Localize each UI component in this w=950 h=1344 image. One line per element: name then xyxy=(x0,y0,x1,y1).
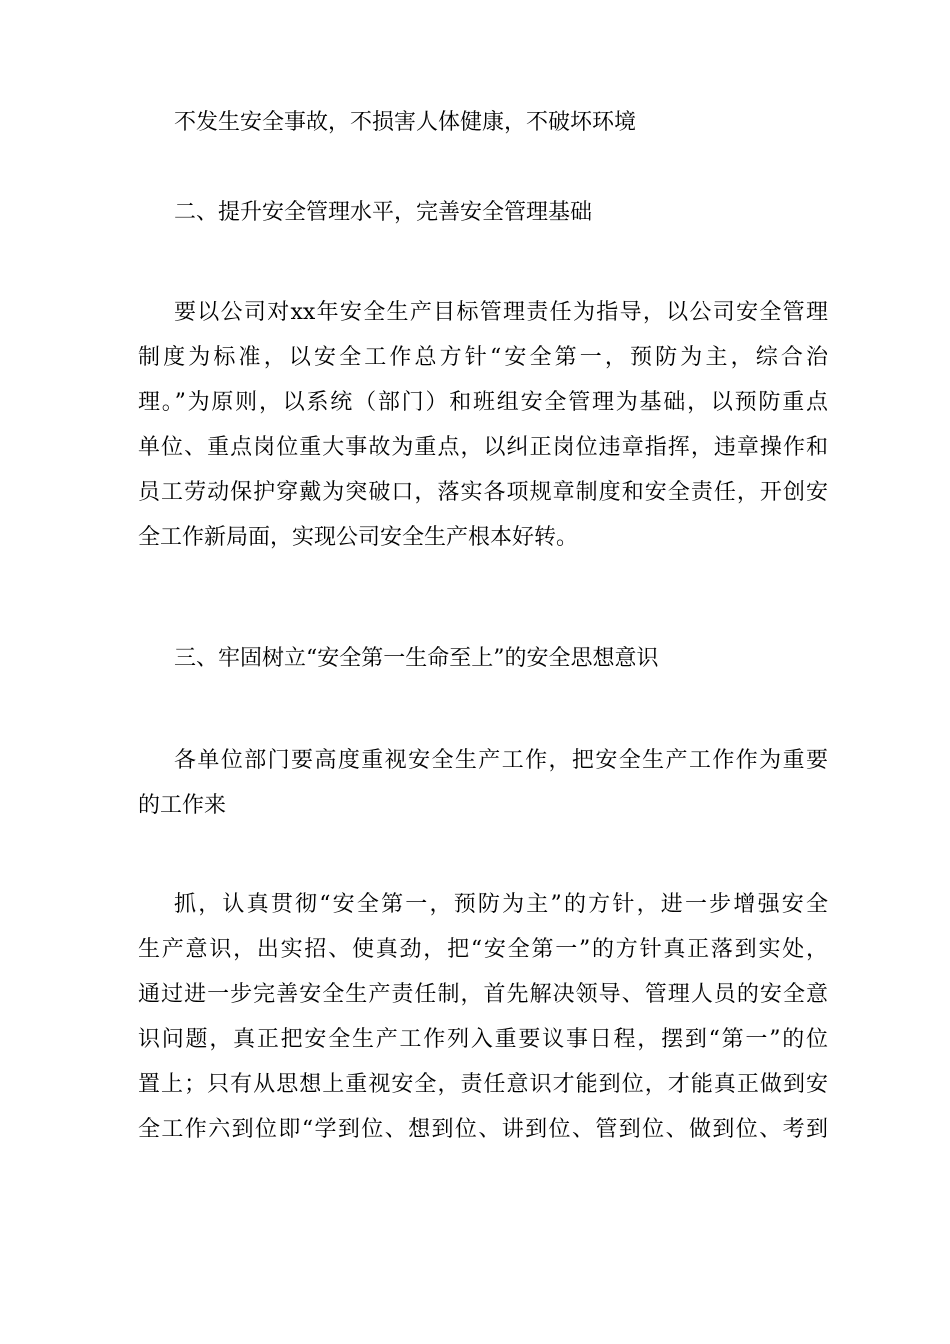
text-line: 置上；只有从思想上重视安全，责任意识才能到位，才能真正做到安 xyxy=(138,1072,828,1097)
text-line: 三、牢固树立“安全第一生命至上”的安全思想意识 xyxy=(174,646,659,671)
text-line: 通过进一步完善安全生产责任制，首先解决领导、管理人员的安全意 xyxy=(138,982,828,1007)
text-line: 理。”为原则，以系统（部门）和班组安全管理为基础，以预防重点 xyxy=(138,390,828,415)
text-line: 单位、重点岗位重大事故为重点，以纠正岗位违章指挥，违章操作和 xyxy=(138,435,828,460)
paragraph-safety-goal xyxy=(138,100,828,145)
text-line: 识问题，真正把安全生产工作列入重要议事日程，摆到“第一”的位 xyxy=(138,1027,828,1052)
text-line: 生产意识，出实招、使真劲，把“安全第一”的方针真正落到实处， xyxy=(138,937,828,962)
section-heading-2 xyxy=(138,190,828,235)
text-line: 二、提升安全管理水平，完善安全管理基础 xyxy=(174,200,593,225)
section-heading-3 xyxy=(138,636,828,681)
text-line: 的工作来 xyxy=(138,793,227,818)
text-line: 全工作新局面，实现公司安全生产根本好转。 xyxy=(138,525,579,550)
text-line: 各单位部门要高度重视安全生产工作，把安全生产工作作为重要 xyxy=(174,748,828,773)
text-line: 制度为标准，以安全工作总方针“安全第一，预防为主，综合治 xyxy=(138,345,828,370)
text-line: 要以公司对xx年安全生产目标管理责任为指导，以公司安全管理 xyxy=(174,300,828,325)
text-line: 抓，认真贯彻“安全第一，预防为主”的方针，进一步增强安全 xyxy=(174,892,828,917)
paragraph-departments xyxy=(138,738,828,828)
paragraph-implementation xyxy=(138,882,828,1152)
paragraph-management-guidance xyxy=(138,290,828,560)
text-line: 全工作六到位即“学到位、想到位、讲到位、管到位、做到位、考到 xyxy=(138,1117,828,1142)
text-line: 员工劳动保护穿戴为突破口，落实各项规章制度和安全责任，开创安 xyxy=(138,480,828,505)
text-line: 不发生安全事故，不损害人体健康，不破坏环境 xyxy=(174,110,637,135)
